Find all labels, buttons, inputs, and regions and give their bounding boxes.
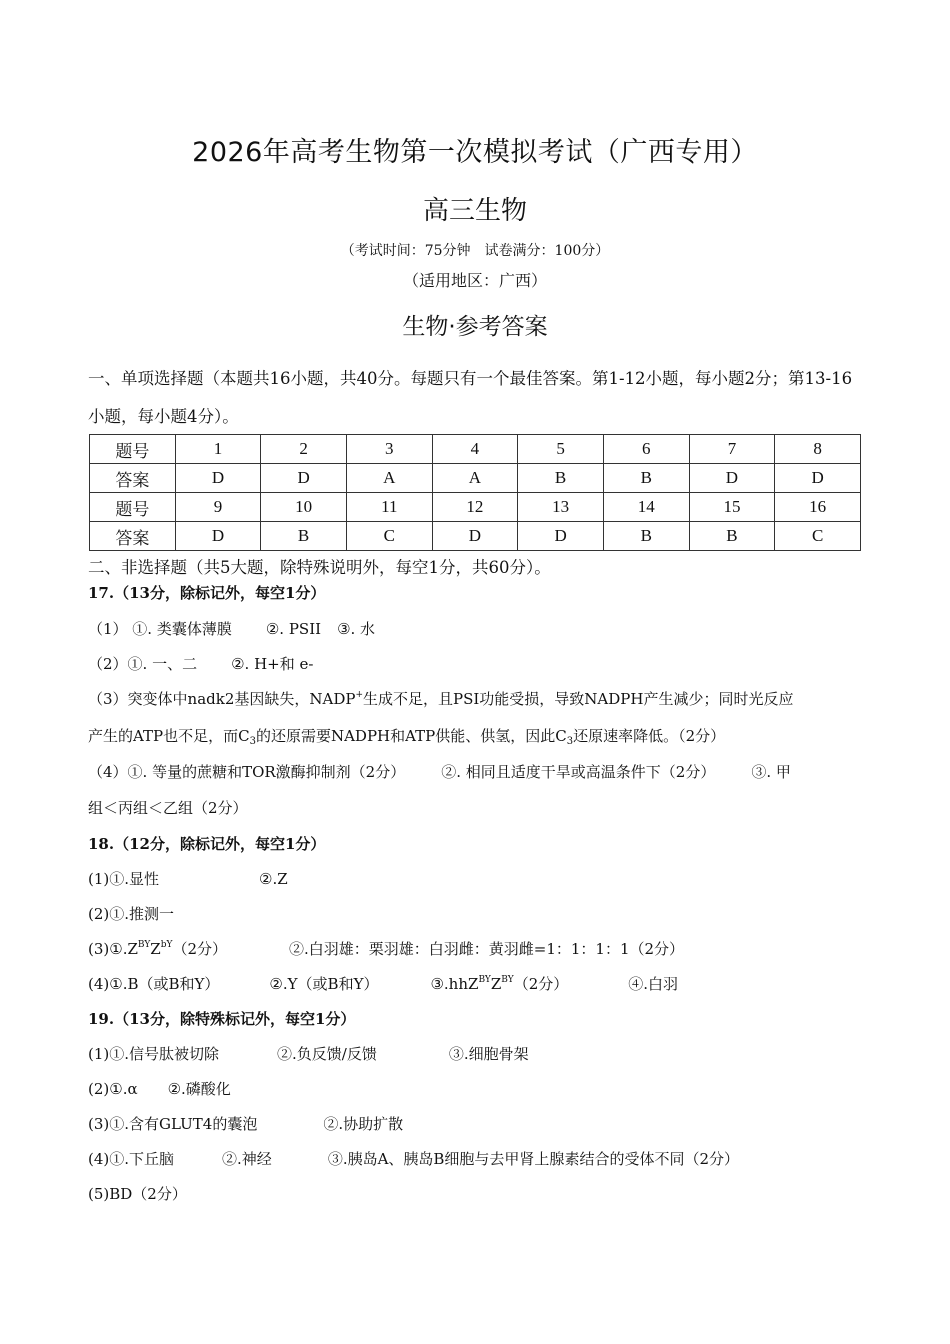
q19-1-b: ②.负反馈/反馈	[277, 1045, 377, 1063]
q18-1-a: (1)①.显性	[88, 870, 160, 888]
answer-cell: D	[775, 464, 861, 493]
q18-line2: (2)①.推测一	[88, 905, 175, 923]
answer-cell: D	[518, 522, 604, 551]
q18-4-sup2: BY	[501, 975, 514, 985]
q17-3-sup: +	[355, 690, 364, 700]
q17-1-b: ②. PSII	[265, 620, 322, 638]
q17-line5	[88, 761, 868, 782]
exam-title: 2026年高考生物第一次模拟考试（广西专用）	[192, 137, 758, 168]
q17-line4	[88, 725, 868, 747]
row-label: 答案	[90, 464, 176, 493]
question-number: 10	[261, 493, 347, 522]
answer-cell: B	[261, 522, 347, 551]
question-number: 12	[432, 493, 518, 522]
q19-line1	[88, 1043, 868, 1064]
question-number: 3	[346, 435, 432, 464]
answer-cell: D	[175, 464, 261, 493]
answer-cell: C	[346, 522, 432, 551]
question-number: 7	[689, 435, 775, 464]
q19-3-b: ②.协助扩散	[323, 1115, 404, 1133]
q17-4-a: 产生的ATP也不足，而C	[88, 727, 250, 745]
question-number: 14	[603, 493, 689, 522]
q17-line1	[88, 618, 868, 639]
question-number: 9	[175, 493, 261, 522]
q19-line4	[88, 1148, 868, 1169]
table-row	[90, 493, 861, 522]
question-number: 6	[603, 435, 689, 464]
section2-heading: 二、非选择题（共5大题，除特殊说明外，每空1分，共60分）。	[88, 558, 551, 577]
answer-cell: D	[261, 464, 347, 493]
answer-cell: B	[689, 522, 775, 551]
q18-4-sup1: BY	[478, 975, 491, 985]
q19-1-c: ③.细胞骨架	[448, 1045, 529, 1063]
q18-4-b: ②.Y（或B和Y）	[269, 975, 379, 993]
answer-cell: D	[689, 464, 775, 493]
q18-4-e: （2分）	[513, 975, 569, 993]
question-number: 4	[432, 435, 518, 464]
question-number: 8	[775, 435, 861, 464]
table-row	[90, 464, 861, 493]
exam-subtitle: 高三生物	[422, 196, 527, 226]
q18-4-a: (4)①.B（或B和Y）	[88, 975, 220, 993]
question-number: 16	[775, 493, 861, 522]
answer-table	[89, 434, 861, 551]
answer-cell: A	[346, 464, 432, 493]
question-number: 13	[518, 493, 604, 522]
question-number: 15	[689, 493, 775, 522]
question-number: 11	[346, 493, 432, 522]
answer-cell: D	[432, 522, 518, 551]
q19-line2	[88, 1078, 868, 1099]
row-label: 题号	[90, 435, 176, 464]
q19-2-b: ②.磷酸化	[167, 1080, 231, 1098]
q18-4-f: ④.白羽	[628, 975, 679, 993]
answer-cell: A	[432, 464, 518, 493]
q17-5-a: （4）①. 等量的蔗糖和TOR激酶抑制剂（2分）	[88, 763, 406, 781]
q18-line3	[88, 938, 868, 959]
q18-3-b: Z	[150, 940, 161, 958]
q19-4-a: (4)①.下丘脑	[88, 1150, 175, 1168]
q17-5-c: ③. 甲	[751, 763, 791, 781]
q19-heading: 19.（13分，除特殊标记外，每空1分）	[88, 1010, 356, 1028]
question-number: 1	[175, 435, 261, 464]
answer-cell: B	[518, 464, 604, 493]
q17-3-a: （3）突变体中nadk2基因缺失，NADP	[88, 690, 356, 708]
question-number: 2	[261, 435, 347, 464]
q18-4-c: ③.hhZ	[430, 975, 479, 993]
q18-line4	[88, 973, 868, 994]
q17-3-b: 生成不足，且PSI功能受损，导致NADPH产生减少；同时光反应	[363, 690, 794, 708]
q17-line6: 组＜丙组＜乙组（2分）	[88, 799, 248, 817]
q17-heading: 17.（13分，除标记外，每空1分）	[88, 584, 326, 602]
table-row	[90, 522, 861, 551]
answer-cell: B	[603, 464, 689, 493]
section1-heading: 一、单项选择题（本题共16小题，共40分。每题只有一个最佳答案。第1-12小题，每小题2分；第13-16小题，每小题4分）。	[88, 369, 853, 426]
q17-4-b: 的还原需要NADPH和ATP供能、供氢，因此C	[255, 727, 567, 745]
q18-3-d: ②.白羽雄：栗羽雄：白羽雌：黄羽雌=1：1：1：1（2分）	[288, 940, 685, 958]
question-number: 5	[518, 435, 604, 464]
q18-line1	[88, 868, 868, 889]
q17-line2	[88, 653, 868, 674]
answer-cell: C	[775, 522, 861, 551]
q17-5-b: ②. 相同且适度干旱或高温条件下（2分）	[441, 763, 716, 781]
table-row	[90, 435, 861, 464]
q17-2-a: （2）①. 一、二	[88, 655, 198, 673]
q17-1-c: ③. 水	[337, 620, 376, 638]
q18-4-d: Z	[490, 975, 502, 993]
q19-line3	[88, 1113, 868, 1134]
q18-3-c: （2分）	[172, 940, 227, 958]
q19-1-a: (1)①.信号肽被切除	[88, 1045, 220, 1063]
q19-4-b: ②.神经	[222, 1150, 272, 1168]
q17-line3	[88, 688, 868, 709]
q18-3-a: (3)①.Z	[88, 940, 138, 958]
q19-line5: (5)BD（2分）	[88, 1185, 187, 1203]
q18-heading: 18.（12分，除标记外，每空1分）	[88, 835, 326, 853]
q18-3-sup1: BY	[137, 940, 151, 950]
q17-4-c: 还原速率降低。（2分）	[573, 727, 726, 745]
q17-1-a: （1） ①. 类囊体薄膜	[88, 620, 232, 638]
q17-4-sub1: 3	[249, 736, 256, 747]
q19-2-a: (2)①.α	[88, 1080, 138, 1098]
q17-4-sub2: 3	[566, 736, 574, 747]
q19-4-c: ③.胰岛A、胰岛B细胞与去甲肾上腺素结合的受体不同（2分）	[327, 1150, 739, 1168]
row-label: 答案	[90, 522, 176, 551]
answer-cell: D	[175, 522, 261, 551]
row-label: 题号	[90, 493, 176, 522]
answer-title: 生物·参考答案	[402, 314, 548, 340]
q19-3-a: (3)①.含有GLUT4的囊泡	[88, 1115, 258, 1133]
q18-1-b: ②.Z	[259, 870, 288, 888]
q17-2-b: ②. H+和 e-	[231, 655, 314, 673]
q18-3-sup2: bY	[160, 940, 173, 950]
exam-region: （适用地区：广西）	[402, 271, 547, 290]
answer-cell: B	[603, 522, 689, 551]
exam-info: （考试时间：75分钟 试卷满分：100分）	[340, 243, 610, 259]
